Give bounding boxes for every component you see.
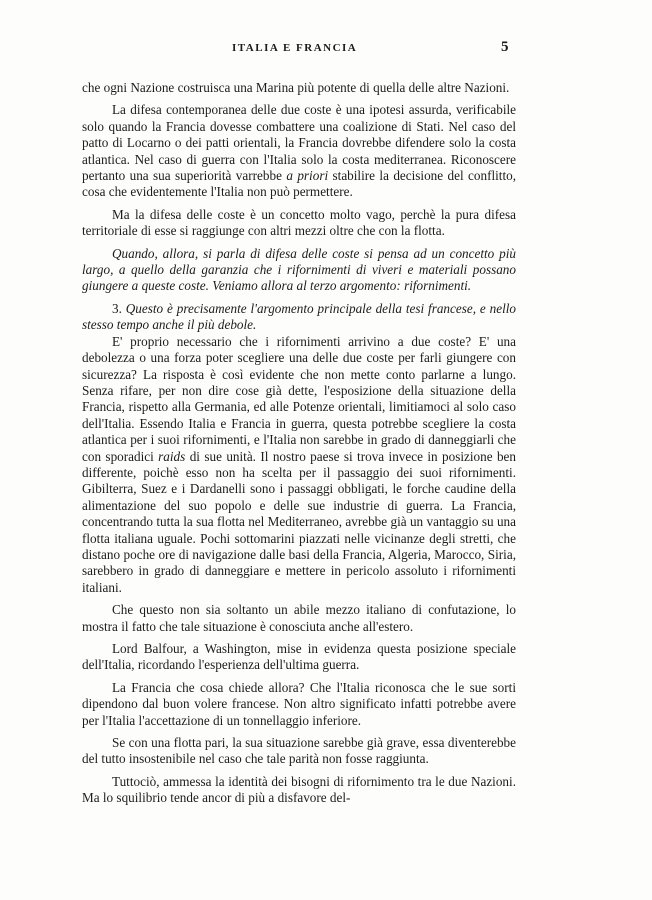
paragraph xyxy=(82,80,516,96)
paragraph xyxy=(82,680,516,729)
italic-text: Quando, allora, si parla di difesa delle coste si pensa ad un concetto più largo, a quello della garanzia che i rifornimenti di viveri e materiali possano giungere a queste coste. Veniamo allora al terzo argomento: rifornimenti. xyxy=(82,245,516,294)
italic-text: raids xyxy=(158,448,186,464)
text-run: E' proprio necessario che i rifornimenti arrivino a due coste? E' una debolezza o una forza poter scegliere una delle due coste per farli giungere con sicurezza? La risposta è così evidente che non mette conto parlarne a lungo. Senza rifare, per non dire cose già dette, l'esposizione della situazione della Francia, rispetto alla Germania, ed alle Potenze orientali, limitiamoci al solo caso dell'Italia. Essendo Italia e Francia in guerra, questa potrebbe scegliere la costa atlantica per i suoi rifornimenti, e l'Italia non sarebbe in grado di danneggiarli che con sporadici xyxy=(82,333,516,464)
text-run: Tuttociò, ammessa la identità dei bisogni di rifornimento tra le due Nazioni. Ma lo squilibrio tende ancor di più a disfavore del- xyxy=(82,773,516,806)
paragraph xyxy=(82,246,516,295)
italic-text: a priori xyxy=(286,168,329,184)
paragraph xyxy=(82,334,516,597)
text-run: Se con una flotta pari, la sua situazione sarebbe già grave, essa diventerebbe del tutto insostenibile nel caso che tale parità non fosse raggiunta. xyxy=(82,735,516,767)
text-run: 3. xyxy=(112,300,126,316)
page-number: 5 xyxy=(501,39,509,55)
text-run: Lord Balfour, a Washington, mise in evidenza questa posizione speciale dell'Italia, ricordando l'esperienza dell'ultima guerra. xyxy=(82,641,516,673)
running-title: ITALIA E FRANCIA xyxy=(232,42,358,54)
paragraph xyxy=(82,102,516,200)
text-run: di sue unità. Il nostro paese si trova invece in posizione ben differente, poichè esso non ha scelta per il passaggio dei suoi rifornimenti. Gibilterra, Suez e i Dardanelli sono i passaggi obbligati, le forche caudine della alimentazione del suo popolo e delle sue industrie di guerra. La Francia, concentrando tutta la sua flotta nel Mediterraneo, avrebbe già un vantaggio su una flotta italiana uguale. Pochi sottomarini piazzati nelle vicinanze degli stretti, che distano poche ore di navigazione dalle basi della Francia, Algeria, Marocco, Siria, sarebbero in grado di danneggiare e mettere in pericolo assoluto i rifornimenti italiani. xyxy=(82,448,516,595)
text-run: Che questo non sia soltanto un abile mezzo italiano di confutazione, lo mostra il fatto che tale situazione è conosciuta anche all'estero. xyxy=(82,602,516,634)
italic-text: Questo è precisamente l'argomento principale della tesi francese, e nello stesso tempo anche il più debole. xyxy=(82,300,516,333)
paragraph xyxy=(82,602,516,635)
text-run: Ma la difesa delle coste è un concetto molto vago, perchè la pura difesa territoriale di esse si raggiunge con altri mezzi oltre che con la flotta. xyxy=(82,206,516,239)
paragraph xyxy=(82,735,516,768)
text-run: La Francia che cosa chiede allora? Che l'Italia riconosca che le sue sorti dipendono dal buon volere francese. Non altro significato infatti potrebbe avere per l'Italia l'accettazione di un tonnellaggio inferiore. xyxy=(82,679,516,728)
paragraph xyxy=(82,301,516,334)
text-run: che ogni Nazione costruisca una Marina più potente di quella delle altre Nazioni. xyxy=(82,80,510,95)
paragraph xyxy=(82,774,516,807)
text-run: La difesa contemporanea delle due coste è una ipotesi assurda, verificabile solo quando la Francia dovesse combattere una coalizione di Stati. Nel caso del patto di Locarno o dei patti orientali, la Francia dovrebbe difendere solo la costa atlantica. Nel caso di guerra con l'Italia solo la costa mediterranea. Riconoscere pertanto una sua superiorità varrebbe xyxy=(82,102,516,184)
paragraph xyxy=(82,641,516,674)
paragraph xyxy=(82,207,516,240)
body-text xyxy=(82,80,516,807)
text-run: stabilire la decisione del conflitto, cosa che evidentemente l'Italia non può permettere. xyxy=(82,168,517,200)
